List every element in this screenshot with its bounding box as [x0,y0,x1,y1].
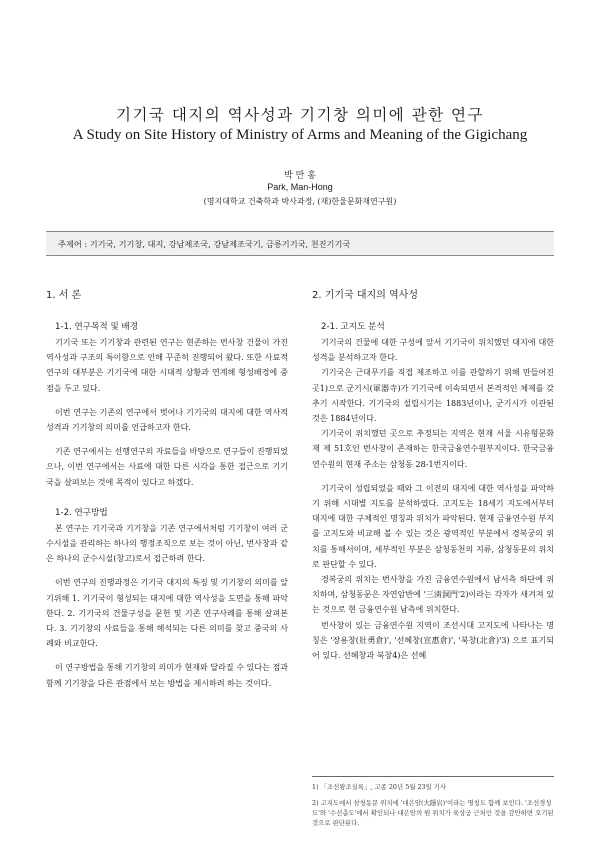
left-column [46,286,288,691]
right-column [312,286,554,663]
footnote-1: 1) 「조선왕조실록」, 고종 20년 5월 23일 기사 [312,783,447,791]
body-paragraph: 기존 연구에서는 선행연구의 자료들을 바탕으로 연구들이 진행되었으나, 이번 연구에서는 사료에 대한 다른 시각을 통한 접근으로 기기국을 살펴보는 것에 목적이 있다고 하겠다. [46,447,288,487]
body-paragraph: 번사창이 있는 금융연수원 지역이 조선시대 고지도에 나타나는 명칭은 '장용창(壯勇倉)', '선혜창(宣惠倉)', '북창(北倉)'3) 으로 표기되어 있다. 선혜창과 북창4)은 선혜 [312,620,554,661]
author-name-english: Park, Man-Hong [267,182,333,192]
body-paragraph: 기기국 또는 기기창과 관련된 연구는 현존하는 번사창 건물이 가진 역사성과 구조의 특이함으로 인해 꾸준히 진행되어 왔다. 또한 사료적 연구의 대부분은 기기국에 대한 시대적 상황과 연계해 형성배경에 중점을 두고 있다. [46,338,288,393]
body-paragraph: 이 연구방법을 통해 기기창의 의미가 현재와 달라질 수 있다는 점과 함께 기기창을 다른 관점에서 보는 방법을 제시하려 하는 것이다. [46,663,288,688]
subsection-heading-method: 1-2. 연구방법 [55,507,108,518]
keywords-box [46,231,554,256]
footnote-2: 2) 고지도에서 삼청동문 위치에 '대은암(大隱岩)'이라는 명칭도 함께 보인다. '조선경성도'와 '수선총도'에서 확인되나 대은암의 원 위치가 육상궁 근처인 것을 감안하면 오기된 것으로 판단된다. [312,799,554,827]
subsection-heading-old-maps: 2-1. 고지도 분석 [321,322,385,332]
body-paragraph: 기기국이 위치했던 곳으로 추정되는 지역은 현재 서울 시유형문화재 제 51호인 번사창이 존재하는 한국금융연수원부지이다. 한국금융연수원의 현재 주소는 삼청동 28-1번지이다. [312,429,554,469]
body-paragraph: 기기국이 성립되었을 때와 그 이전의 대지에 대한 역사성을 파악하기 위해 시대별 지도를 분석하였다. 고지도는 18세기 지도에서부터 대지에 대한 구체적인 명칭과 위치가 파악된다. 현재 금융연수원 부지를 고지도와 비교해 볼 수 있는 것은 광역적인 부분에서 경복궁의 위치를 통해서이며, 세부적인 부분은 삼청동천의 지류, 삼청동문의 위치로 판단할 수 있다. [312,483,554,569]
body-paragraph: 경복궁의 위치는 번사창을 가진 금융연수원에서 남서측 하단에 위치하며, 삼청동문은 자연암반에 '三淸洞門'2)이라는 각자가 새겨져 있는 것으로 현 금융연수원 남측에 위치한다. [312,575,554,615]
footnotes [312,776,554,834]
author-affiliation: (명지대학교 건축학과 박사과정, (재)한울문화재연구원) [203,197,397,206]
body-paragraph: 이번 연구는 기존의 연구에서 벗어나 기기국의 대지에 대한 역사적 성격과 기기창의 의미를 언급하고자 한다. [46,407,288,433]
body-paragraph: 본 연구는 기기국과 기기창을 기존 연구에서처럼 기기창이 여러 군수시설을 관리하는 하나의 행정조직으로 보는 것이 아닌, 번사창과 같은 하나의 군수시설(창고)로서 접근하려 한다. [46,523,288,564]
paper-title-korean: 기기국 대지의 역사성과 기기창 의미에 관한 연구 [115,106,485,124]
section-heading-site-history: 2. 기기국 대지의 역사성 [312,290,419,301]
section-heading-introduction: 1. 서 론 [46,290,82,301]
subsection-heading-purpose: 1-1. 연구목적 및 배경 [55,322,139,332]
body-paragraph: 이번 연구의 진행과정은 기기국 대지의 특징 및 기기창의 의미를 알기위해 1. 기기국이 형성되는 대지에 대한 역사성을 도면을 통해 파악한다. 2. 기기국의 건물구성을 문헌 및 기존 연구사례를 통해 살펴본다. 3. 기기창의 사료들을 통해 해석되는 다른 의미를 찾고 중국의 사례와 비교한다. [46,578,288,649]
paper-title-english: A Study on Site History of Ministry of Arms and Meaning of the Gigichang [72,127,528,143]
author-name-korean: 박 만 홍 [284,171,316,181]
body-paragraph: 기기국의 건물에 대한 구성에 앞서 기기국이 위치했던 대지에 대한 성격을 분석하고자 한다. [312,338,554,363]
body-paragraph: 기기국은 근대무기를 직접 제조하고 이를 관할하기 위해 만들어진 곳1)으로 군기시(軍器寺)가 기기국에 이속되면서 본격적인 체제를 갖추기 시작한다. 기기국의 설립시기는 1883년이나, 군기시가 이관된 것은 1884년이다. [312,368,554,424]
keywords-text: 주제어 : 기기국, 기기창, 대지, 강남제조국, 강남제조국기, 금릉기기국, 천진기기국 [58,239,351,249]
